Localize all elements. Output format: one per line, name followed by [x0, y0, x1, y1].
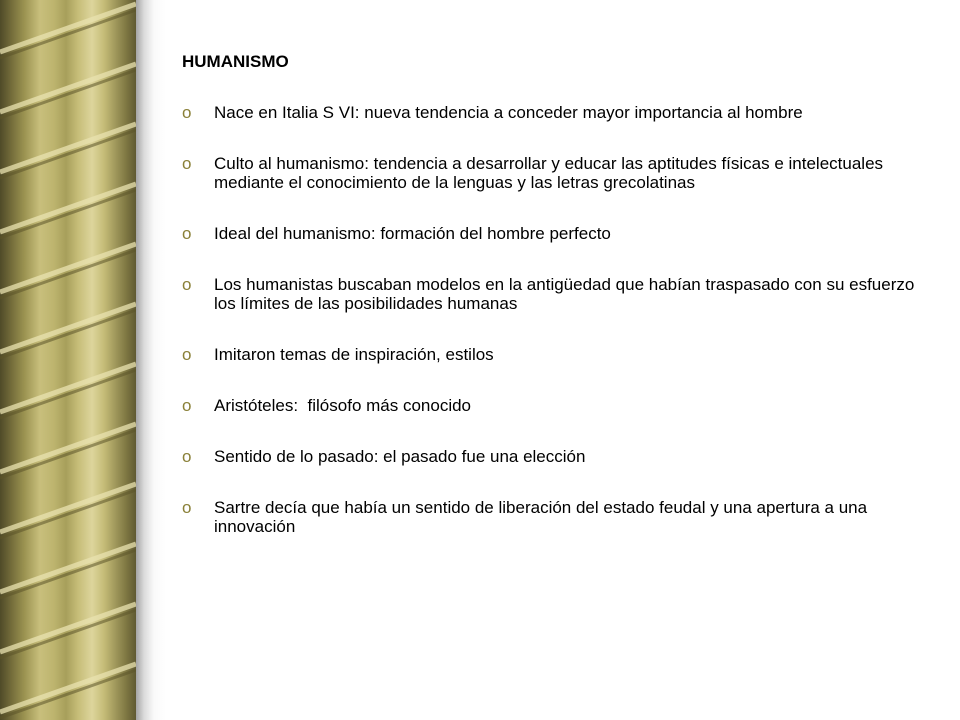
bullet-item	[182, 224, 922, 243]
bullet-marker-icon: o	[182, 345, 192, 364]
bullet-text: Nace en Italia S VI: nueva tendencia a conceder mayor importancia al hombre	[214, 103, 803, 122]
bullet-marker-icon: o	[182, 498, 192, 517]
bullet-item	[182, 154, 922, 192]
bullet-marker-icon: o	[182, 154, 192, 173]
bullet-list	[182, 103, 922, 536]
bullet-marker-icon: o	[182, 275, 192, 294]
bullet-text: Imitaron temas de inspiración, estilos	[214, 345, 494, 364]
bullet-marker-icon: o	[182, 224, 192, 243]
slide-content	[182, 52, 922, 568]
bullet-marker-icon: o	[182, 396, 192, 415]
bullet-item	[182, 345, 922, 364]
bullet-marker-icon: o	[182, 103, 192, 122]
bullet-text: Sartre decía que había un sentido de liberación del estado feudal y una apertura a una innovación	[214, 498, 868, 536]
bullet-item	[182, 103, 922, 122]
column-shadow	[136, 0, 166, 720]
bullet-item	[182, 498, 922, 536]
bullet-marker-icon: o	[182, 447, 192, 466]
bullet-text: Culto al humanismo: tendencia a desarrollar y educar las aptitudes físicas e intelectuales mediante el conocimiento de la lenguas y las letras grecolatinas	[214, 154, 884, 192]
bullet-item	[182, 275, 922, 313]
bullet-text: Sentido de lo pasado: el pasado fue una elección	[214, 447, 586, 466]
decorative-gold-column	[0, 0, 136, 720]
bullet-text: Ideal del humanismo: formación del hombre perfecto	[214, 224, 611, 243]
bullet-item	[182, 447, 922, 466]
bullet-text: Aristóteles: filósofo más conocido	[214, 396, 472, 415]
column-spiral-grooves	[0, 0, 136, 720]
bullet-item	[182, 396, 922, 415]
slide-title: HUMANISMO	[182, 52, 289, 71]
bullet-text: Los humanistas buscaban modelos en la antigüedad que habían traspasado con su esfuerzo los límites de las posibilidades humanas	[214, 275, 915, 313]
